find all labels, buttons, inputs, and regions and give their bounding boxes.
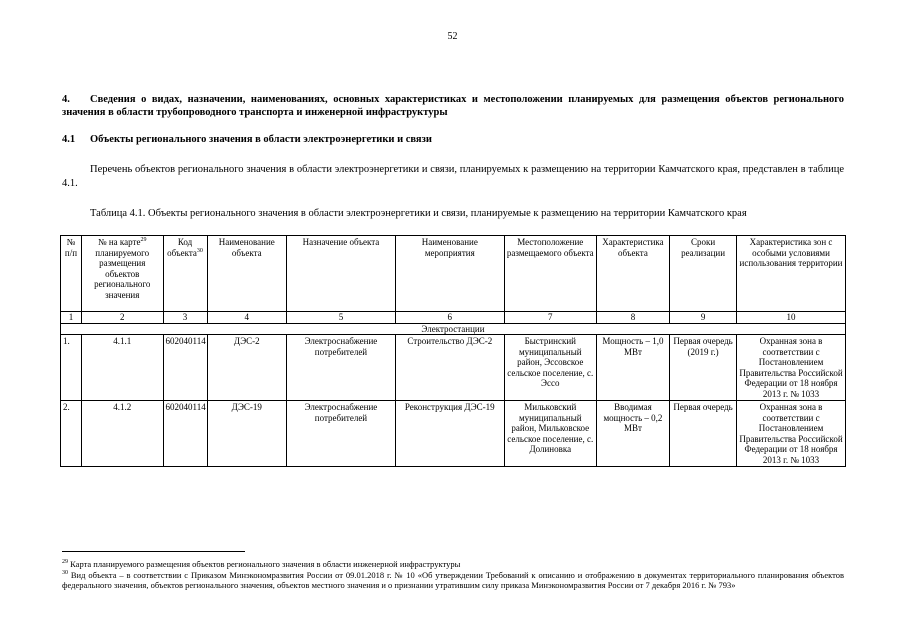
cell-code: 602040114	[163, 401, 207, 467]
section-heading-number: 4.	[62, 94, 70, 105]
column-number: 3	[163, 312, 207, 324]
table-row	[61, 401, 846, 467]
table-row	[61, 335, 846, 401]
header-map-no	[81, 236, 163, 312]
footnote	[62, 559, 844, 570]
footnote-mark: 29	[62, 559, 68, 566]
header-location: Местоположение размещаемого объекта	[504, 236, 596, 312]
header-code-label: Код объекта	[167, 237, 197, 258]
cell-purpose: Электроснабжение потребителей	[287, 335, 396, 401]
intro-paragraph: Перечень объектов регионального значения в области электроэнергетики и связи, планируемых к размещению на территории Камчатского края, представлен в таблице 4.1.	[62, 164, 844, 189]
cell-zones: Охранная зона в соответствии с Постановлением Правительства Российской Федерации от 18 ноября 2013 г. № 1033	[737, 401, 846, 467]
column-numbers-row	[61, 312, 846, 324]
cell-action: Строительство ДЭС-2	[395, 335, 504, 401]
footnote-text: Карта планируемого размещения объектов регионального значения в области инженерной инфраструктуры	[68, 559, 461, 569]
column-number: 2	[81, 312, 163, 324]
column-number: 10	[737, 312, 846, 324]
cell-name: ДЭС-2	[207, 335, 287, 401]
header-name: Наименование объекта	[207, 236, 287, 312]
footnote-separator	[62, 551, 245, 552]
header-map-no-rest: планируемого размещения объектов регионального значения	[94, 247, 151, 300]
column-number: 1	[61, 312, 82, 324]
footnotes	[62, 559, 844, 591]
cell-map-no: 4.1.2	[81, 401, 163, 467]
header-num: № п/п	[61, 236, 82, 312]
header-purpose: Назначение объекта	[287, 236, 396, 312]
page-number: 52	[447, 31, 458, 42]
cell-location: Быстринский муниципальный район, Эссовское сельское поселение, с. Эссо	[504, 335, 596, 401]
objects-table	[60, 235, 846, 467]
header-action: Наименование мероприятия	[395, 236, 504, 312]
cell-code: 602040114	[163, 335, 207, 401]
header-zones: Характеристика зон с особыми условиями использования территории	[737, 236, 846, 312]
cell-characteristic: Мощность – 1,0 МВт	[596, 335, 669, 401]
footnote	[62, 570, 844, 591]
cell-action: Реконструкция ДЭС-19	[395, 401, 504, 467]
section-heading-text: Сведения о видах, назначении, наименованиях, основных характеристиках и местоположении планируемых для размещения объектов регионального значения в области трубопроводного транспорта и инженерной инфраструктуры	[62, 94, 844, 118]
subsection-heading-number: 4.1	[62, 134, 76, 145]
footnote-ref-30: 30	[196, 247, 203, 254]
section-heading	[62, 93, 844, 119]
header-code	[163, 236, 207, 312]
cell-num: 2.	[61, 401, 82, 467]
column-number: 7	[504, 312, 596, 324]
cell-num: 1.	[61, 335, 82, 401]
cell-term: Первая очередь	[670, 401, 737, 467]
cell-characteristic: Вводимая мощность – 0,2 МВт	[596, 401, 669, 467]
footnote-ref-29: 29	[140, 237, 147, 243]
column-number: 8	[596, 312, 669, 324]
subsection-heading-text: Объекты регионального значения в области электроэнергетики и связи	[90, 134, 432, 145]
column-number: 4	[207, 312, 287, 324]
column-number: 9	[670, 312, 737, 324]
column-number: 6	[395, 312, 504, 324]
cell-map-no: 4.1.1	[81, 335, 163, 401]
section-row	[61, 323, 846, 335]
header-map-no-label: № на карте	[98, 237, 141, 247]
section-title: Электростанции	[61, 323, 846, 335]
cell-zones: Охранная зона в соответствии с Постановлением Правительства Российской Федерации от 18 ноября 2013 г. № 1033	[737, 335, 846, 401]
table-header-row	[61, 236, 846, 312]
subsection-heading	[62, 134, 432, 145]
header-term: Сроки реализации	[670, 236, 737, 312]
table-caption: Таблица 4.1. Объекты регионального значения в области электроэнергетики и связи, планируемые к размещению на территории Камчатского края	[90, 208, 747, 219]
cell-name: ДЭС-19	[207, 401, 287, 467]
cell-location: Мильковский муниципальный район, Мильковское сельское поселение, с. Долиновка	[504, 401, 596, 467]
footnote-text: Вид объекта – в соответствии с Приказом Минэкономразвития России от 09.01.2018 г. № 10 «Об утверждении Требований к описанию и отображению в документах территориального планирования объектов федерального значения, объектов регионального значения, объектов местного значения и о признании утратившим силу приказа Минэкономразвития России от 7 декабря 2016 г. № 793»	[62, 569, 844, 590]
header-characteristic: Характеристика объекта	[596, 236, 669, 312]
cell-term: Первая очередь (2019 г.)	[670, 335, 737, 401]
footnote-mark: 30	[62, 569, 68, 576]
cell-purpose: Электроснабжение потребителей	[287, 401, 396, 467]
column-number: 5	[287, 312, 396, 324]
